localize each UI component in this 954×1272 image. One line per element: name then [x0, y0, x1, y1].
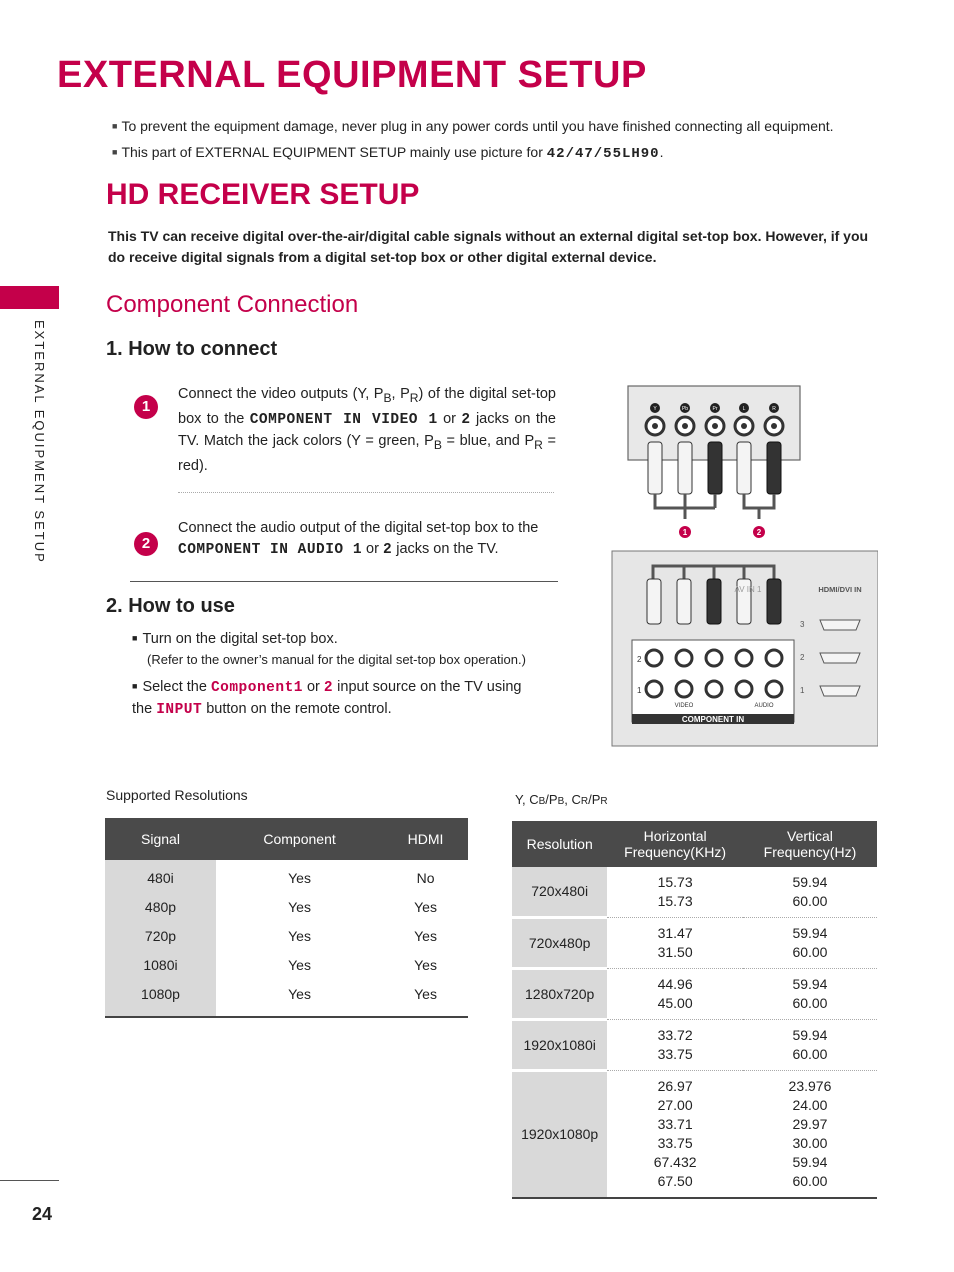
table-row — [512, 1020, 877, 1071]
note-model: ■ This part of EXTERNAL EQUIPMENT SETUP mainly use picture for 42/47/55LH90. — [112, 144, 664, 162]
use-bullet-1-note: (Refer to the owner’s manual for the digital set-top box operation.) — [147, 652, 526, 667]
hdmi-port-2: 2 — [800, 653, 805, 662]
how-to-connect-heading: 1. How to connect — [106, 338, 278, 360]
section-title: HD RECEIVER SETUP — [106, 178, 420, 211]
col-hdmi: HDMI — [407, 831, 444, 847]
table-row — [105, 921, 468, 950]
horizontal-cell — [607, 1020, 743, 1071]
step-1-badge: 1 — [134, 395, 158, 419]
frequency-value: 31.47 — [657, 925, 693, 941]
callout-2: 2 — [756, 528, 762, 537]
frequency-value: 27.00 — [657, 1097, 693, 1113]
frequency-value: 59.94 — [792, 1027, 828, 1043]
table-cell: Yes — [414, 985, 437, 1002]
supported-resolutions-caption: Supported Resolutions — [106, 787, 248, 803]
frequency-value: 60.00 — [792, 1173, 828, 1189]
table-row — [512, 1071, 877, 1199]
horizontal-cell — [607, 1071, 743, 1199]
table-row — [105, 950, 468, 979]
table-row — [512, 918, 877, 969]
step-2-text: Connect the audio output of the digital set-top box to the COMPONENT IN AUDIO 1 or 2 jacks on the TV. — [178, 520, 539, 558]
subsection-title: Component Connection — [106, 291, 359, 318]
stb-label-pr: Pr — [712, 406, 718, 412]
page-number: 24 — [32, 1204, 53, 1224]
table-spacer-row — [105, 1008, 468, 1017]
hdmi-label: HDMI/DVI IN — [818, 585, 862, 594]
horizontal-cell — [607, 918, 743, 969]
table-row — [105, 860, 468, 892]
vertical-cell — [743, 867, 877, 918]
table-cell: Yes — [288, 927, 311, 944]
side-chapter-label: EXTERNAL EQUIPMENT SETUP — [32, 320, 47, 564]
step-2-badge: 2 — [134, 532, 158, 556]
use-bullet-1: ■ Turn on the digital set-top box. — [132, 631, 338, 647]
section-divider — [130, 581, 558, 582]
supported-resolutions-table — [105, 818, 468, 1018]
resolution-cell: 720x480p — [512, 918, 607, 969]
frequency-value: 26.97 — [657, 1078, 693, 1094]
hdmi-port-1: 1 — [800, 686, 805, 695]
row-label-2: 2 — [637, 655, 642, 664]
frequency-value: 23.976 — [788, 1078, 832, 1094]
horizontal-cell — [607, 867, 743, 918]
frequency-value: 59.94 — [792, 874, 828, 890]
resolution-cell: 720x480i — [512, 867, 607, 918]
component-in-label: COMPONENT IN — [681, 715, 745, 724]
vertical-cell — [743, 1071, 877, 1199]
connection-diagram — [608, 384, 878, 748]
table-cell: Yes — [414, 927, 437, 944]
frequency-value: 33.71 — [657, 1116, 693, 1132]
how-to-use-heading: 2. How to use — [106, 595, 235, 617]
table-cell: Yes — [414, 956, 437, 973]
page-title: EXTERNAL EQUIPMENT SETUP — [57, 54, 647, 96]
square-bullet-icon: ■ — [112, 121, 118, 131]
av-in-label: AV IN 1 — [734, 585, 762, 594]
hdmi-port-3: 3 — [800, 620, 805, 629]
table-cell: 1080p — [105, 979, 216, 1008]
table-cell: 1080i — [105, 950, 216, 979]
frequency-value: 44.96 — [657, 976, 693, 992]
use-bullet-2: ■ Select the Component1 or 2 input source on the TV using the INPUT button on the remote control. — [132, 679, 522, 718]
frequency-value: 60.00 — [792, 944, 828, 960]
frequency-value: 24.00 — [792, 1097, 828, 1113]
frequency-value: 67.50 — [657, 1173, 693, 1189]
stb-label-r: R — [772, 406, 776, 412]
table-cell: Yes — [288, 898, 311, 915]
table-cell: No — [416, 869, 435, 886]
footer-rule — [0, 1180, 59, 1181]
frequency-table — [512, 821, 877, 1199]
table-cell: 480p — [105, 892, 216, 921]
frequency-value: 60.00 — [792, 1046, 828, 1062]
video-label: VIDEO — [674, 703, 694, 709]
frequency-value: 15.73 — [657, 874, 693, 890]
col-horizontal: Horizontal Frequency(KHz) — [607, 821, 743, 867]
stb-label-y: Y — [653, 406, 657, 412]
frequency-value: 67.432 — [653, 1154, 697, 1170]
frequency-value: 33.75 — [657, 1135, 693, 1151]
note-power-cords: ■ To prevent the equipment damage, never plug in any power cords until you have finished connecting all equipment. — [112, 118, 834, 134]
intro-paragraph: This TV can receive digital over-the-air/digital cable signals without an external digital set-top box. However, if you do receive digital signals from a digital set-top box or other digital external device. — [108, 228, 869, 265]
callout-1: 1 — [682, 528, 688, 537]
frequency-value: 33.75 — [657, 1046, 693, 1062]
frequency-value: 29.97 — [792, 1116, 828, 1132]
vertical-cell — [743, 1020, 877, 1071]
resolution-cell: 1920x1080p — [512, 1071, 607, 1199]
horizontal-cell — [607, 969, 743, 1020]
frequency-value: 59.94 — [792, 976, 828, 992]
square-bullet-icon: ■ — [132, 681, 138, 691]
frequency-value: 33.72 — [657, 1027, 693, 1043]
table-row — [512, 969, 877, 1020]
frequency-value: 60.00 — [792, 893, 828, 909]
resolution-cell: 1280x720p — [512, 969, 607, 1020]
step-divider — [178, 492, 554, 493]
frequency-value: 59.94 — [792, 925, 828, 941]
table-row — [105, 892, 468, 921]
vertical-cell — [743, 918, 877, 969]
stb-label-pb: Pb — [681, 406, 689, 412]
table-cell: Yes — [414, 898, 437, 915]
table-cell: Yes — [288, 869, 311, 886]
table-row — [512, 867, 877, 918]
col-resolution: Resolution — [512, 821, 607, 867]
col-signal: Signal — [141, 831, 180, 847]
col-component: Component — [263, 831, 336, 847]
frequency-value: 31.50 — [657, 944, 693, 960]
resolution-cell: 1920x1080i — [512, 1020, 607, 1071]
frequency-value: 30.00 — [792, 1135, 828, 1151]
frequency-value: 60.00 — [792, 995, 828, 1011]
frequency-value: 45.00 — [657, 995, 693, 1011]
frequency-value: 15.73 — [657, 893, 693, 909]
audio-label: AUDIO — [754, 703, 774, 709]
table-cell: 480i — [105, 860, 216, 892]
vertical-cell — [743, 969, 877, 1020]
stb-label-l: L — [742, 406, 746, 412]
row-label-1: 1 — [637, 686, 642, 695]
table-row — [105, 979, 468, 1008]
table-cell: Yes — [288, 985, 311, 1002]
col-vertical: Vertical Frequency(Hz) — [743, 821, 877, 867]
square-bullet-icon: ■ — [132, 633, 138, 643]
frequency-caption: Y, CB/PB, CR/PR — [515, 792, 608, 807]
square-bullet-icon: ■ — [112, 147, 118, 157]
table-cell: 720p — [105, 921, 216, 950]
side-tab-marker — [0, 286, 59, 309]
table-cell: Yes — [288, 956, 311, 973]
frequency-value: 59.94 — [792, 1154, 828, 1170]
step-1-text: Connect the video outputs (Y, $P_B$, $P_R$) of the digital set-top box to the COMPONENT IN VIDEO 1 or 2 jacks on the TV. Match the jack colors (Y = green, $P_B$ = blue, and $P_R = red$). — [178, 386, 556, 474]
